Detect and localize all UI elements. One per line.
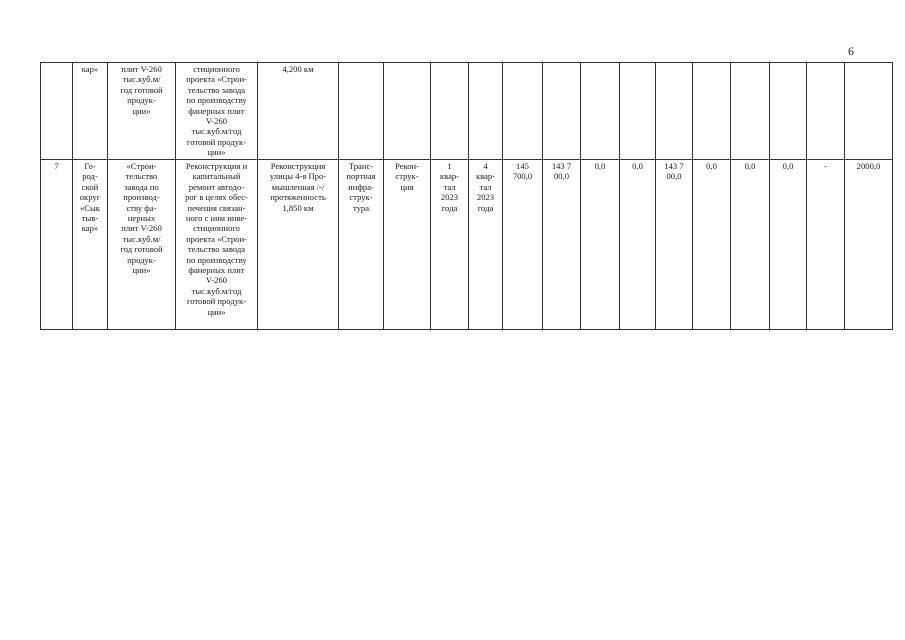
table-row [41, 63, 893, 160]
table-row [41, 160, 893, 330]
work-type-cell [384, 160, 431, 330]
start-date-cell-text: 1 квар- тал 2023 года [439, 161, 460, 213]
infrastructure-type-cell [339, 160, 384, 330]
characteristics-cell [258, 63, 339, 160]
infrastructure-type-cell-text: Транс- портная инфра- струк- тура [346, 161, 376, 213]
funding-cell-5 [693, 160, 731, 330]
row-number-text: 7 [54, 161, 59, 171]
characteristics-cell-text: Реконструкция улицы 4-я Про- мышленная /-/ протяженность 1,850 км [269, 161, 327, 213]
object-name-cell [176, 160, 258, 330]
investment-project-cell-text: «Строи- тельство завода по производ- ству фа- нерных плит V-260 тыс.куб.м/ год готовой продук- ции» [120, 161, 163, 276]
start-date-cell [431, 160, 469, 330]
funding-cell-9 [845, 160, 893, 330]
investment-project-cell-text: плит V-260 тыс.куб.м/ год готовой продук- ции» [120, 64, 163, 116]
funding-cell-3-text: 0,0 [632, 161, 643, 171]
funding-cell-4-text: 143 7 00,0 [664, 161, 684, 182]
end-date-cell [469, 63, 503, 160]
investment-project-cell [108, 160, 176, 330]
object-name-cell-text: Реконструкция и капитальный ремонт автодо- рог в целях обес- печения связан- ного с ним инве- стиционного проекта «Строи- тельство завода по производству фанерных плит V-260 тыс.куб.м/год готовой продук- ции» [185, 161, 248, 317]
start-date-cell [431, 63, 469, 160]
total-cost-cell [503, 63, 543, 160]
funding-cell-9-text: 2000,0 [856, 161, 881, 171]
municipality-cell [73, 63, 108, 160]
work-type-cell-text: Рекон- струк- ция [395, 161, 419, 192]
municipality-cell-text: Го- род- ской округ «Сык тыв- кар» [79, 161, 101, 234]
object-name-cell-text: стиционного проекта «Строи- тельство завода по производству фанерных плит V-260 тыс.куб.м/год готовой продук- ции» [186, 64, 247, 158]
infrastructure-type-cell [339, 63, 384, 160]
funding-cell-9 [845, 63, 893, 160]
characteristics-cell [258, 160, 339, 330]
municipality-cell-text: кар» [81, 64, 99, 74]
funding-cell-7 [770, 160, 807, 330]
funding-cell-2 [581, 160, 620, 330]
funding-cell-2 [581, 63, 620, 160]
funding-cell-7-text: 0,0 [782, 161, 794, 171]
end-date-cell-text: 4 квар- тал 2023 года [475, 161, 496, 213]
investment-projects-table [40, 62, 893, 330]
funding-cell-6-text: 0,0 [744, 161, 756, 171]
funding-cell-1 [543, 63, 581, 160]
funding-cell-2-text: 0,0 [594, 161, 606, 171]
object-name-cell [176, 63, 258, 160]
funding-cell-3 [620, 160, 656, 330]
funding-cell-1 [543, 160, 581, 330]
funding-cell-7 [770, 63, 807, 160]
total-cost-cell [503, 160, 543, 330]
funding-cell-8-text: - [824, 161, 827, 171]
page-number: 6 [848, 44, 854, 58]
funding-cell-5-text: 0,0 [706, 161, 717, 171]
work-type-cell [384, 63, 431, 160]
row-number [41, 160, 73, 330]
funding-cell-4 [656, 160, 693, 330]
funding-cell-5 [693, 63, 731, 160]
total-cost-cell-text: 145 700,0 [512, 161, 533, 182]
funding-cell-4 [656, 63, 693, 160]
funding-cell-1-text: 143 7 00,0 [551, 161, 572, 182]
funding-cell-6 [731, 63, 770, 160]
funding-cell-6 [731, 160, 770, 330]
municipality-cell [73, 160, 108, 330]
investment-project-cell [108, 63, 176, 160]
characteristics-cell-text: 4,200 км [282, 64, 314, 74]
end-date-cell [469, 160, 503, 330]
funding-cell-8 [807, 63, 845, 160]
funding-cell-8 [807, 160, 845, 330]
funding-cell-3 [620, 63, 656, 160]
row-number [41, 63, 73, 160]
